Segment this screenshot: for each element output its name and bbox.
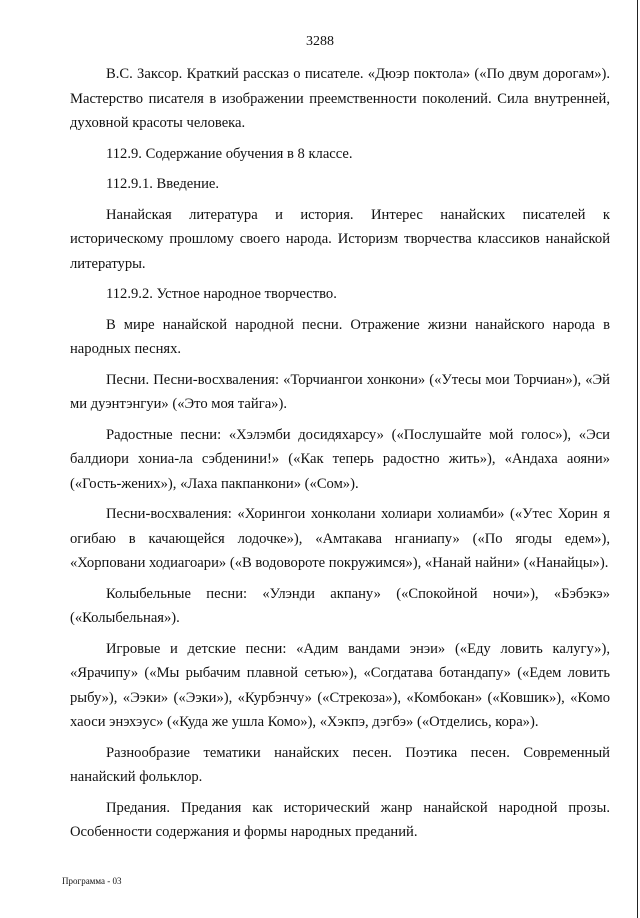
heading-oral-folk-art: 112.9.2. Устное народное творчество.: [106, 286, 337, 302]
document-body: [70, 62, 610, 845]
paragraph-legends: Предания. Предания как исторический жанр нанайской народной прозы. Особенности содержания и формы народных преданий.: [70, 799, 610, 840]
paragraph-game-songs: Игровые и детские песни: «Адим вандами энэи» («Еду ловить калугу»), «Ярачипу» («Мы рыбачим плавной сетью»), «Согдатава ботандапу» («Едем ловить рыбу»), «Ээки» («Ээки»), «Курбэнчу» («Стрекоза»), «Комбокан» («Ковшик»), «Комо хаоси энэхэус» («Куда же ушла Комо»), «Хэкпэ, дэгбэ» («Отделись, кора»).: [70, 640, 610, 730]
paragraph-folk-song-world: В мире нанайской народной песни. Отражение жизни нанайского народа в народных песнях.: [70, 316, 610, 357]
footer-program-label: Программа - 03: [62, 876, 122, 886]
paragraph-praise-songs: Песни. Песни-восхваления: «Торчиангои хонкони» («Утесы мои Торчиан»), «Эй ми дуэнтэнгуи» («Это моя тайга»).: [70, 371, 610, 412]
paragraph-praise-songs-2: Песни-восхваления: «Хорингои хонколани холиари холиамби» («Утес Хорин я огибаю в качающейся лодочке»), «Амтакава нганиапу» («По ягоды едем»), «Хорповани ходиагоари» («В водовороте покружимся»), «Нанай найни» («Нанайцы»).: [70, 506, 610, 571]
page-edge-line: [637, 0, 638, 918]
paragraph-literature-history: Нанайская литература и история. Интерес нанайских писателей к историческому прошлому своего народа. Историзм творчества классиков нанайской литературы.: [70, 206, 610, 272]
paragraph-song-variety: Разнообразие тематики нанайских песен. Поэтика песен. Современный нанайский фольклор.: [70, 744, 610, 785]
heading-introduction: 112.9.1. Введение.: [106, 176, 220, 192]
paragraph-joyful-songs: Радостные песни: «Хэлэмби досидяхарсу» («Послушайте мой голос»), «Эси балдиори хониа-ла сэбденини!» («Как теперь радостно жить»), «Андаха аояни» («Гость-жених»), «Лаха пакпанкони» («Сом»).: [70, 426, 610, 492]
paragraph-zaksor: В.С. Заксор. Краткий рассказ о писателе. «Дюэр поктола» («По двум дорогам»). Мастерство писателя в изображении преемственности поколений. Сила внутренней, духовной красоты человека.: [70, 66, 610, 131]
page-number: 3288: [306, 34, 334, 49]
heading-grade-8: 112.9. Содержание обучения в 8 классе.: [106, 145, 353, 162]
paragraph-lullabies: Колыбельные песни: «Улэнди акпану» («Спокойной ночи»), «Бэбэкэ» («Колыбельная»).: [70, 585, 610, 626]
